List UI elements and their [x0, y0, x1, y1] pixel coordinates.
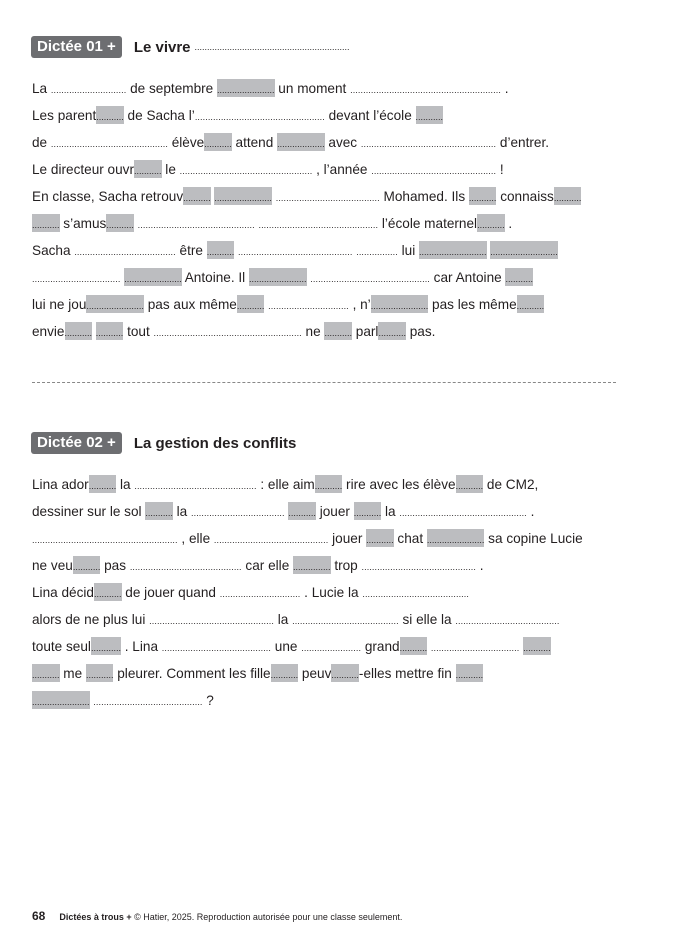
gray-blank-box: ........... [416, 106, 444, 124]
text: la [273, 612, 293, 627]
dotted-blank: .................................. [32, 274, 121, 284]
text: . [504, 216, 513, 231]
gray-blank-box: ............ [91, 637, 121, 655]
text: pas aux même [143, 297, 237, 312]
gray-blank-box: ........... [324, 322, 352, 340]
text: grand [361, 639, 400, 654]
dictee-01-badge: Dictée 01 + [31, 36, 122, 58]
text-line [32, 210, 632, 237]
gray-blank-box: ........... [456, 475, 484, 493]
gray-blank-box: ........... [477, 214, 505, 232]
text: si elle la [398, 612, 456, 627]
gray-blank-box: ........... [517, 295, 545, 313]
text: lui ne jou [32, 297, 87, 312]
dictee-01-header [31, 36, 350, 58]
gray-blank-box: ........... [523, 637, 551, 655]
text: ! [496, 162, 504, 177]
text: le [161, 162, 180, 177]
gray-blank-box: ........... [204, 133, 232, 151]
title-blank: .............................................................. [194, 42, 350, 52]
text: jouer [315, 504, 354, 519]
text: parl [351, 324, 379, 339]
text-line [32, 660, 632, 687]
text: jouer [328, 531, 367, 546]
dictee-02-header [31, 432, 296, 454]
dictee-01-title: Le vivre [133, 38, 191, 56]
dotted-blank: ........................................................ [32, 535, 178, 545]
text: une [271, 639, 302, 654]
text: car elle [241, 558, 294, 573]
text: de jouer quand [121, 585, 220, 600]
text-line [32, 291, 632, 318]
dotted-blank: ............................................... [134, 481, 257, 491]
text: élève [167, 135, 205, 150]
text: toute seul [32, 639, 91, 654]
dictee-01-text [32, 75, 632, 345]
text: la [381, 504, 400, 519]
dotted-blank: ............................................ [361, 562, 476, 572]
text: ne veu [32, 558, 73, 573]
text: Lina ador [32, 477, 89, 492]
text: , n’ [348, 297, 371, 312]
dotted-blank: ............................... [219, 589, 301, 599]
text: de Sacha l’ [123, 108, 195, 123]
gray-blank-box: ....................... [214, 187, 272, 205]
page-number: 68 [32, 909, 46, 923]
text: la [172, 504, 191, 519]
gray-blank-box: ........... [73, 556, 101, 574]
dotted-blank: ............................................. [137, 220, 255, 230]
dotted-blank: ....................... [301, 643, 362, 653]
dotted-blank: .......................................... [93, 697, 203, 707]
book-title: Dictées à trous + [59, 912, 132, 922]
text-line [32, 156, 632, 183]
text: La [32, 81, 51, 96]
text: dessiner sur le sol [32, 504, 146, 519]
gray-blank-box: ....................... [249, 268, 307, 286]
dotted-blank: ......................................... [362, 589, 469, 599]
text: . [475, 558, 484, 573]
text-line [32, 237, 632, 264]
gray-blank-box: ........................... [490, 241, 558, 259]
gray-blank-box: ........... [315, 475, 343, 493]
gray-blank-box: ........... [288, 502, 316, 520]
text: Lina décid [32, 585, 94, 600]
text: de [32, 135, 51, 150]
gray-blank-box: ........... [554, 187, 582, 205]
dotted-blank: ........................................... [129, 562, 242, 572]
text-line [32, 552, 632, 579]
text: pas. [405, 324, 436, 339]
text: , elle [177, 531, 214, 546]
dotted-blank: ................ [356, 247, 398, 257]
text: trop [330, 558, 362, 573]
dotted-blank: .................................................. [194, 112, 325, 122]
copyright: © Hatier, 2025. Reproduction autorisée pour une classe seulement. [131, 912, 403, 922]
text: connaiss [496, 189, 554, 204]
text: la [116, 477, 135, 492]
text: envie [32, 324, 65, 339]
dotted-blank: ................................................ [149, 616, 274, 626]
gray-blank-box: ........... [207, 241, 235, 259]
dotted-blank: ............................. [50, 85, 127, 95]
text: Mohamed. Ils [379, 189, 469, 204]
gray-blank-box: ........... [366, 529, 394, 547]
text: -elles mettre fin [358, 666, 456, 681]
text: Le directeur ouvr [32, 162, 135, 177]
dotted-blank: .................................. [430, 643, 520, 653]
text: attend [231, 135, 278, 150]
text: tout [123, 324, 154, 339]
gray-blank-box: ........... [469, 187, 497, 205]
text-line [32, 75, 632, 102]
gray-blank-box: ............... [293, 556, 331, 574]
dotted-blank: .......................................................... [350, 85, 501, 95]
text: s’amus [59, 216, 107, 231]
gray-blank-box: ........... [96, 322, 124, 340]
footer [32, 909, 402, 923]
text: l’école maternel [378, 216, 478, 231]
dotted-blank: ............................................ [213, 535, 329, 545]
gray-blank-box: ........... [456, 664, 484, 682]
gray-blank-box: ....................... [32, 691, 90, 709]
text: pleurer. Comment les fille [113, 666, 271, 681]
gray-blank-box: ................... [277, 133, 325, 151]
gray-blank-box: ........... [134, 160, 162, 178]
gray-blank-box: ........... [89, 475, 117, 493]
text: pas [100, 558, 130, 573]
gray-blank-box: ........... [86, 664, 114, 682]
text: rire avec les élève [342, 477, 456, 492]
gray-blank-box: ........... [400, 637, 428, 655]
dotted-blank: ........................................ [455, 616, 560, 626]
text: de CM2, [483, 477, 539, 492]
text-line [32, 471, 632, 498]
gray-blank-box: ........... [106, 214, 134, 232]
gray-blank-box: ........... [94, 583, 122, 601]
text: avec [324, 135, 361, 150]
gray-blank-box: ........... [65, 322, 93, 340]
text: lui [397, 243, 419, 258]
text-line [32, 264, 632, 291]
text: me [59, 666, 86, 681]
dotted-blank: ................................................. [399, 508, 527, 518]
text: . [500, 81, 509, 96]
text: , l’année [312, 162, 372, 177]
text: . Lucie la [300, 585, 363, 600]
dotted-blank: ................................................ [371, 166, 497, 176]
text: de septembre [126, 81, 218, 96]
dotted-blank: .................................................... [360, 139, 497, 149]
text: En classe, Sacha retrouv [32, 189, 184, 204]
gray-blank-box: ....................... [86, 295, 144, 313]
dotted-blank: ......................................................... [153, 328, 302, 338]
dotted-blank: ......................................... [292, 616, 399, 626]
text-line [32, 633, 632, 660]
dotted-blank: ........................................ [275, 193, 380, 203]
gray-blank-box: ....................... [217, 79, 275, 97]
gray-blank-box: ........... [96, 106, 124, 124]
dotted-blank: .................................... [191, 508, 285, 518]
text: chat [393, 531, 427, 546]
gray-blank-box: ....................... [124, 268, 182, 286]
text: un moment [274, 81, 351, 96]
text: Les parent [32, 108, 97, 123]
text-line [32, 525, 632, 552]
text-line [32, 318, 632, 345]
dotted-blank: .............................................. [310, 274, 430, 284]
text-line [32, 498, 632, 525]
text: d’entrer. [496, 135, 550, 150]
gray-blank-box: ........... [378, 322, 406, 340]
dotted-blank: ................................................... [179, 166, 313, 176]
gray-blank-box: ........... [331, 664, 359, 682]
gray-blank-box: ........... [32, 214, 60, 232]
dotted-blank: ............................................ [238, 247, 353, 257]
text: pas les même [428, 297, 517, 312]
text: Sacha [32, 243, 75, 258]
gray-blank-box: ........... [183, 187, 211, 205]
text: Antoine. Il [181, 270, 249, 285]
text-line [32, 102, 632, 129]
dotted-blank: ....................................... [74, 247, 176, 257]
gray-blank-box: ........... [145, 502, 173, 520]
text: ne [301, 324, 325, 339]
dotted-blank: ............................................. [50, 139, 168, 149]
text: . [526, 504, 535, 519]
gray-blank-box: ....................... [427, 529, 485, 547]
text: peuv [298, 666, 332, 681]
text: être [175, 243, 207, 258]
dictee-02-title: La gestion des conflits [133, 434, 297, 452]
gray-blank-box: ........... [354, 502, 382, 520]
text: . Lina [120, 639, 162, 654]
dictee-02-badge: Dictée 02 + [31, 432, 122, 454]
dashed-separator [32, 382, 616, 383]
text: : elle aim [256, 477, 315, 492]
gray-blank-box: ........................... [419, 241, 487, 259]
text-line [32, 129, 632, 156]
dotted-blank: .............................................. [258, 220, 379, 230]
text: ? [202, 693, 214, 708]
text: devant l’école [324, 108, 416, 123]
gray-blank-box: ........... [505, 268, 533, 286]
text-line [32, 579, 632, 606]
gray-blank-box: ....................... [371, 295, 429, 313]
text-line [32, 687, 632, 714]
text-line [32, 183, 632, 210]
gray-blank-box: ........... [271, 664, 299, 682]
text: car Antoine [429, 270, 506, 285]
gray-blank-box: ........... [237, 295, 265, 313]
text-line [32, 606, 632, 633]
dotted-blank: ............................... [268, 301, 349, 311]
dictee-02-text [32, 471, 632, 714]
gray-blank-box: ........... [32, 664, 60, 682]
text: sa copine Lucie [484, 531, 583, 546]
text: alors de ne plus lui [32, 612, 150, 627]
dotted-blank: .......................................... [161, 643, 272, 653]
